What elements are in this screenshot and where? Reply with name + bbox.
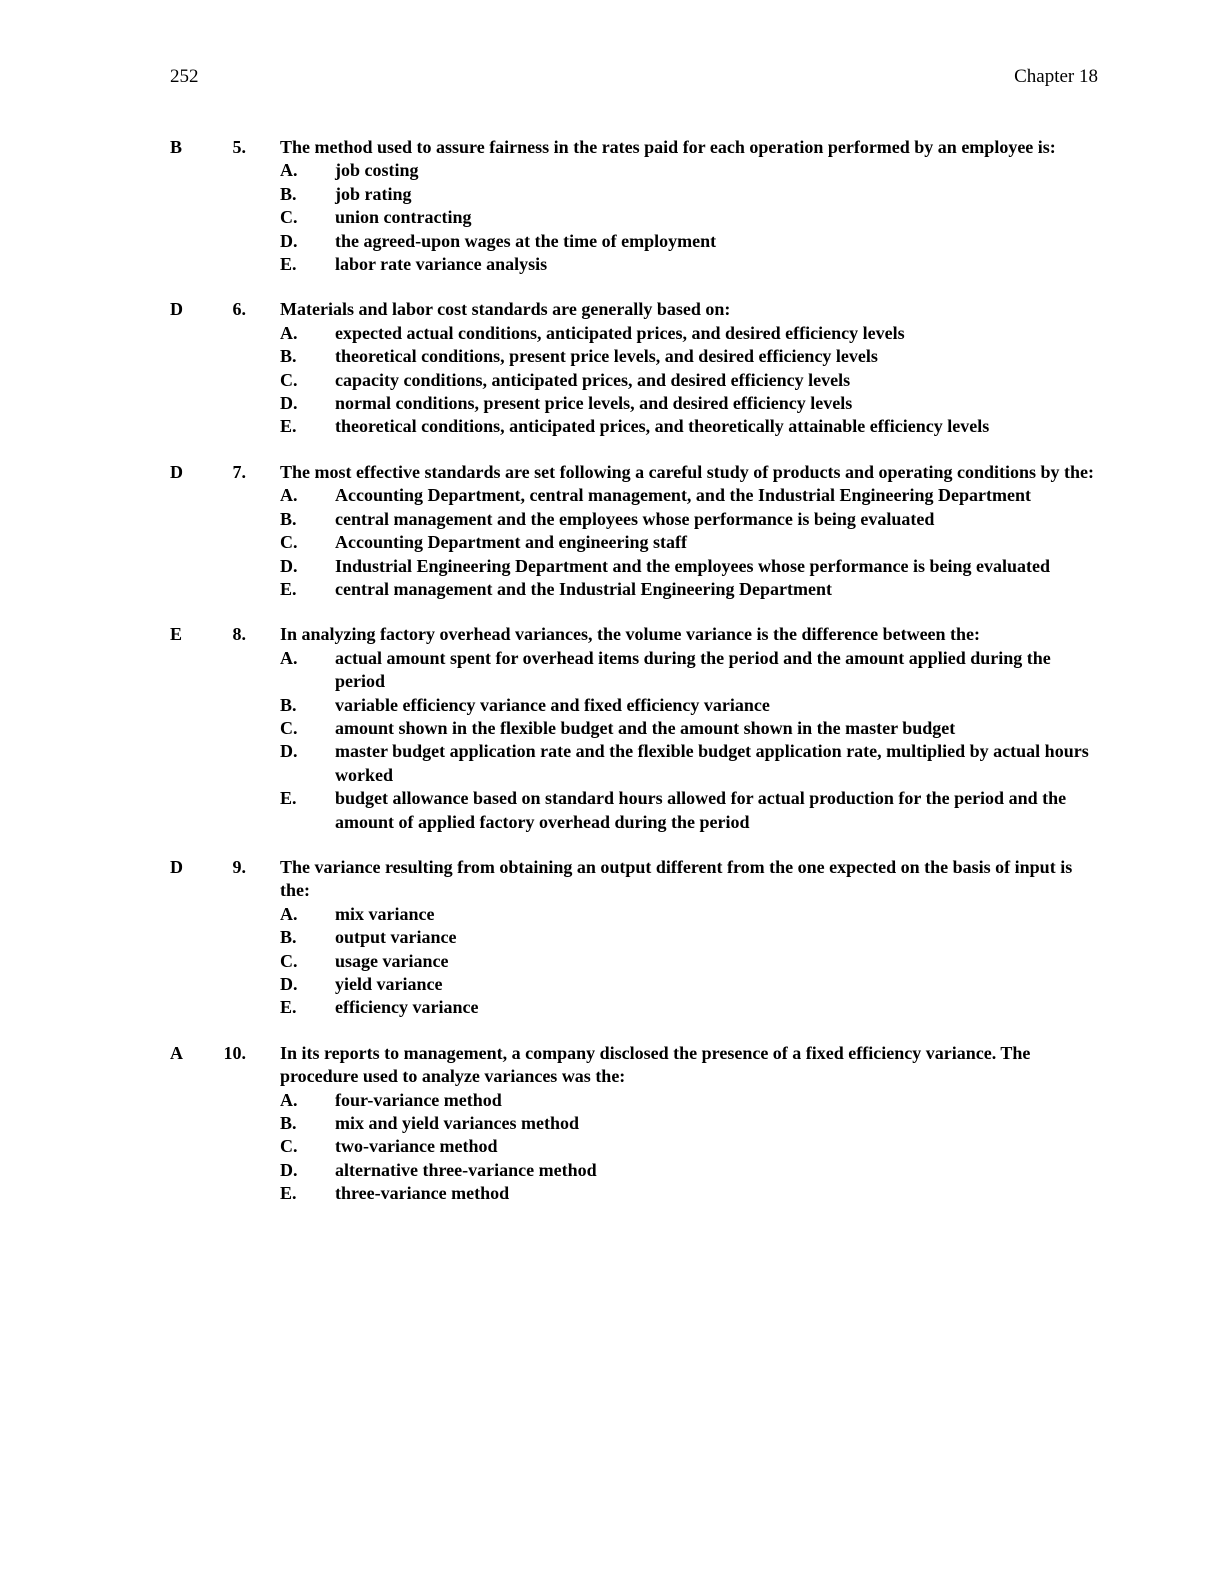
answer-key: D (170, 461, 183, 482)
choice-letter: B. (280, 183, 297, 204)
question-number: 10. (223, 1042, 246, 1063)
choice-letter: E. (280, 578, 297, 599)
choice-text: the agreed-upon wages at the time of employment (335, 230, 717, 251)
choice-text: variable efficiency variance and fixed efficiency variance (335, 694, 770, 715)
choice-item (280, 555, 1104, 578)
choice-item (280, 903, 1104, 926)
choice-letter: E. (280, 254, 297, 275)
choice-list (280, 903, 1104, 1020)
choice-item (280, 322, 1104, 345)
choice-letter: C. (280, 717, 298, 738)
answer-key: D (170, 856, 183, 877)
choice-item (280, 1135, 1104, 1158)
choice-item (280, 253, 1104, 276)
choice-letter: E. (280, 788, 297, 809)
choice-text: central management and the employees whose performance is being evaluated (335, 508, 935, 529)
question-stem: The method used to assure fairness in the rates paid for each operation performed by an employee is: (280, 137, 1056, 157)
choice-letter: E. (280, 416, 297, 437)
choice-text: budget allowance based on standard hours allowed for actual production for the period and the amount of applied factory overhead during the period (335, 788, 1067, 832)
choice-text: usage variance (335, 950, 449, 971)
question-item (170, 461, 1104, 601)
choice-list (280, 322, 1104, 439)
choice-item (280, 392, 1104, 415)
choice-item (280, 926, 1104, 949)
choice-item (280, 206, 1104, 229)
choice-item (280, 159, 1104, 182)
choice-item (280, 647, 1104, 694)
choice-letter: B. (280, 927, 297, 948)
question-stem: In its reports to management, a company disclosed the presence of a fixed efficiency variance. The procedure used to analyze variances was the: (280, 1042, 1031, 1087)
choice-letter: C. (280, 532, 298, 553)
choice-item (280, 369, 1104, 392)
answer-key: B (170, 137, 183, 157)
choice-text: yield variance (335, 974, 443, 994)
choice-text: expected actual conditions, anticipated prices, and desired efficiency levels (335, 322, 905, 343)
question-body (280, 1042, 1104, 1206)
choice-item (280, 1182, 1104, 1205)
question-stem: In analyzing factory overhead variances, the volume variance is the difference between the: (280, 624, 981, 645)
question-item (170, 623, 1104, 834)
choice-text: capacity conditions, anticipated prices, and desired efficiency levels (335, 369, 851, 390)
choice-letter: A. (280, 647, 298, 668)
choice-letter: A. (280, 160, 298, 181)
choice-letter: A. (280, 903, 298, 924)
choice-letter: B. (280, 694, 297, 715)
question-list (170, 136, 1104, 1228)
question-number: 9. (232, 856, 246, 877)
choice-letter: A. (280, 322, 298, 343)
choice-item (280, 1159, 1104, 1182)
choice-text: job costing (335, 160, 419, 181)
question-number: 5. (232, 137, 246, 157)
choice-text: efficiency variance (335, 997, 479, 1018)
question-item (170, 856, 1104, 1020)
question-stem: The variance resulting from obtaining an output different from the one expected on the basis of input is the: (280, 856, 1073, 901)
question-body (280, 298, 1104, 438)
page-number: 252 (170, 66, 199, 87)
question-item (170, 298, 1104, 438)
choice-text: output variance (335, 927, 457, 948)
choice-letter: D. (280, 974, 298, 994)
choice-letter: D. (280, 1159, 298, 1180)
choice-item (280, 1089, 1104, 1112)
choice-letter: D. (280, 393, 298, 414)
choice-text: four-variance method (335, 1089, 502, 1110)
choice-item (280, 787, 1104, 834)
choice-letter: C. (280, 1136, 298, 1157)
choice-letter: D. (280, 230, 298, 251)
choice-item (280, 183, 1104, 206)
choice-text: two-variance method (335, 1136, 498, 1157)
choice-list (280, 484, 1104, 601)
choice-text: theoretical conditions, anticipated prices, and theoretically attainable efficiency levels (335, 416, 990, 437)
choice-letter: A. (280, 485, 298, 506)
choice-item (280, 230, 1104, 253)
choice-text: three-variance method (335, 1183, 510, 1204)
choice-item (280, 508, 1104, 531)
choice-letter: B. (280, 1113, 297, 1134)
choice-item (280, 694, 1104, 717)
choice-list (280, 159, 1104, 276)
choice-text: master budget application rate and the flexible budget application rate, multiplied by actual hours worked (335, 741, 1089, 785)
question-item (170, 136, 1104, 276)
choice-text: mix and yield variances method (335, 1113, 580, 1134)
choice-item (280, 740, 1104, 787)
choice-list (280, 1089, 1104, 1206)
choice-item (280, 484, 1104, 507)
choice-text: actual amount spent for overhead items during the period and the amount applied during the period (335, 647, 1051, 692)
answer-key: D (170, 299, 183, 320)
question-number: 7. (232, 461, 246, 482)
question-item (170, 1042, 1104, 1206)
choice-letter: E. (280, 997, 297, 1018)
choice-text: mix variance (335, 903, 435, 924)
answer-key: E (170, 624, 183, 645)
choice-letter: C. (280, 369, 298, 390)
choice-text: central management and the Industrial Engineering Department (335, 578, 832, 599)
choice-text: job rating (335, 183, 412, 204)
choice-text: normal conditions, present price levels, and desired efficiency levels (335, 393, 853, 414)
question-body (280, 623, 1104, 834)
choice-text: Accounting Department and engineering staff (335, 532, 687, 553)
choice-item (280, 531, 1104, 554)
choice-text: labor rate variance analysis (335, 254, 548, 275)
choice-letter: A. (280, 1089, 298, 1110)
chapter-label: Chapter 18 (1014, 66, 1098, 87)
choice-text: amount shown in the flexible budget and the amount shown in the master budget (335, 717, 956, 738)
choice-item (280, 415, 1104, 438)
question-stem: Materials and labor cost standards are generally based on: (280, 299, 731, 320)
answer-key: A (170, 1042, 183, 1063)
choice-text: theoretical conditions, present price levels, and desired efficiency levels (335, 346, 878, 367)
question-number: 8. (232, 624, 246, 645)
question-body (280, 856, 1104, 1020)
choice-letter: D. (280, 555, 298, 576)
choice-item (280, 950, 1104, 973)
choice-letter: C. (280, 207, 298, 228)
choice-item (280, 578, 1104, 601)
choice-text: union contracting (335, 207, 472, 228)
choice-letter: C. (280, 950, 298, 971)
choice-letter: B. (280, 508, 297, 529)
choice-item (280, 973, 1104, 996)
choice-letter: D. (280, 741, 298, 762)
question-number: 6. (232, 299, 246, 320)
choice-text: alternative three-variance method (335, 1159, 597, 1180)
choice-text: Accounting Department, central management, and the Industrial Engineering Department (335, 485, 1031, 506)
choice-letter: B. (280, 346, 297, 367)
choice-item (280, 996, 1104, 1019)
choice-letter: E. (280, 1183, 297, 1204)
choice-item (280, 345, 1104, 368)
question-body (280, 461, 1104, 601)
question-stem: The most effective standards are set following a careful study of products and operating conditions by the: (280, 461, 1094, 482)
choice-item (280, 717, 1104, 740)
question-body (280, 136, 1104, 276)
choice-text: Industrial Engineering Department and the employees whose performance is being evaluated (335, 555, 1050, 576)
choice-list (280, 647, 1104, 834)
choice-item (280, 1112, 1104, 1135)
